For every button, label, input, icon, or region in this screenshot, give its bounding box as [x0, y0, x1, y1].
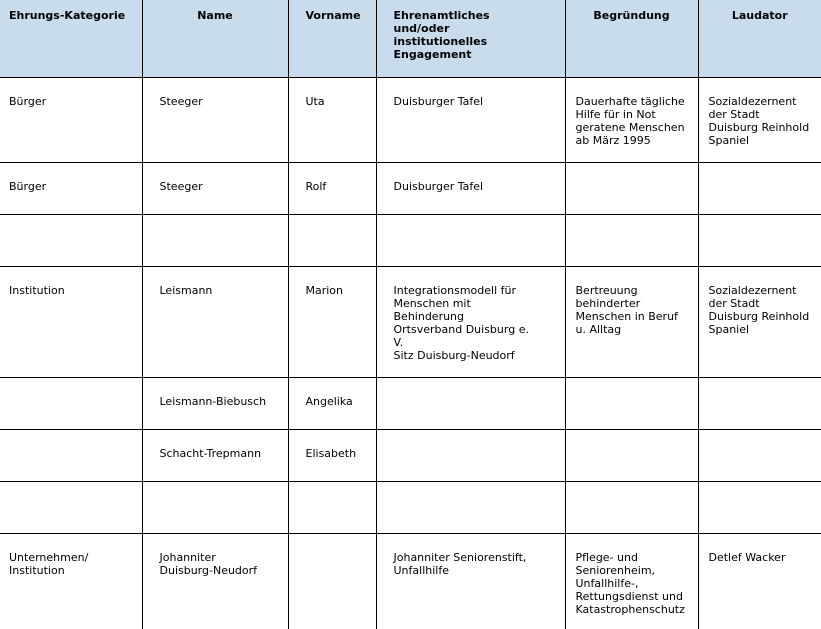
cell-vorname: Elisabeth	[288, 430, 376, 482]
cell-laudator	[698, 163, 821, 215]
cell-vorname: Rolf	[288, 163, 376, 215]
cell-engagement	[376, 215, 565, 267]
cell-vorname	[288, 534, 376, 629]
cell-engagement: Integrationsmodell für Menschen mit Behinderung Ortsverband Duisburg e. V. Sitz Duisburg-Neudorf	[376, 267, 565, 378]
cell-engagement	[376, 378, 565, 430]
cell-laudator: Sozialdezernent der Stadt Duisburg Reinhold Spaniel	[698, 267, 821, 378]
cell-kategorie: Institution	[0, 267, 142, 378]
header-begruendung: Begründung	[565, 0, 698, 78]
cell-vorname: Marion	[288, 267, 376, 378]
cell-vorname	[288, 215, 376, 267]
cell-begruendung	[565, 163, 698, 215]
cell-begruendung	[565, 482, 698, 534]
cell-engagement: Duisburger Tafel	[376, 163, 565, 215]
header-row	[0, 0, 821, 78]
cell-vorname	[288, 482, 376, 534]
table-row	[0, 482, 821, 534]
cell-kategorie: Bürger	[0, 163, 142, 215]
cell-begruendung	[565, 430, 698, 482]
cell-begruendung: Dauerhafte tägliche Hilfe für in Not geratene Menschen ab März 1995	[565, 78, 698, 163]
cell-vorname: Angelika	[288, 378, 376, 430]
table-row	[0, 534, 821, 629]
cell-engagement	[376, 482, 565, 534]
cell-kategorie: Bürger	[0, 78, 142, 163]
cell-name	[142, 215, 288, 267]
cell-laudator	[698, 215, 821, 267]
cell-kategorie	[0, 215, 142, 267]
table-row	[0, 163, 821, 215]
header-engagement: Ehrenamtliches und/oder institutionelles Engagement	[376, 0, 565, 78]
header-vorname: Vorname	[288, 0, 376, 78]
header-laudator: Laudator	[698, 0, 821, 78]
cell-name: Leismann-Biebusch	[142, 378, 288, 430]
cell-kategorie	[0, 430, 142, 482]
cell-begruendung	[565, 378, 698, 430]
cell-name: Johanniter Duisburg-Neudorf	[142, 534, 288, 629]
table-row	[0, 267, 821, 378]
cell-kategorie	[0, 482, 142, 534]
cell-laudator: Sozialdezernent der Stadt Duisburg Reinhold Spaniel	[698, 78, 821, 163]
cell-engagement: Johanniter Seniorenstift, Unfallhilfe	[376, 534, 565, 629]
header-name: Name	[142, 0, 288, 78]
cell-name	[142, 482, 288, 534]
cell-laudator	[698, 378, 821, 430]
cell-laudator: Detlef Wacker	[698, 534, 821, 629]
cell-kategorie	[0, 378, 142, 430]
cell-name: Steeger	[142, 78, 288, 163]
table-row	[0, 378, 821, 430]
header-ehrungs-kategorie: Ehrungs-Kategorie	[0, 0, 142, 78]
cell-begruendung: Bertreuung behinderter Menschen in Beruf u. Alltag	[565, 267, 698, 378]
cell-laudator	[698, 430, 821, 482]
cell-name: Leismann	[142, 267, 288, 378]
table-row	[0, 78, 821, 163]
cell-vorname: Uta	[288, 78, 376, 163]
cell-begruendung	[565, 215, 698, 267]
cell-engagement	[376, 430, 565, 482]
cell-name: Steeger	[142, 163, 288, 215]
table-row	[0, 215, 821, 267]
cell-name: Schacht-Trepmann	[142, 430, 288, 482]
table-row	[0, 430, 821, 482]
cell-begruendung: Pflege- und Seniorenheim, Unfallhilfe-, Rettungsdienst und Katastrophenschutz	[565, 534, 698, 629]
cell-kategorie: Unternehmen/ Institution	[0, 534, 142, 629]
cell-engagement: Duisburger Tafel	[376, 78, 565, 163]
cell-laudator	[698, 482, 821, 534]
